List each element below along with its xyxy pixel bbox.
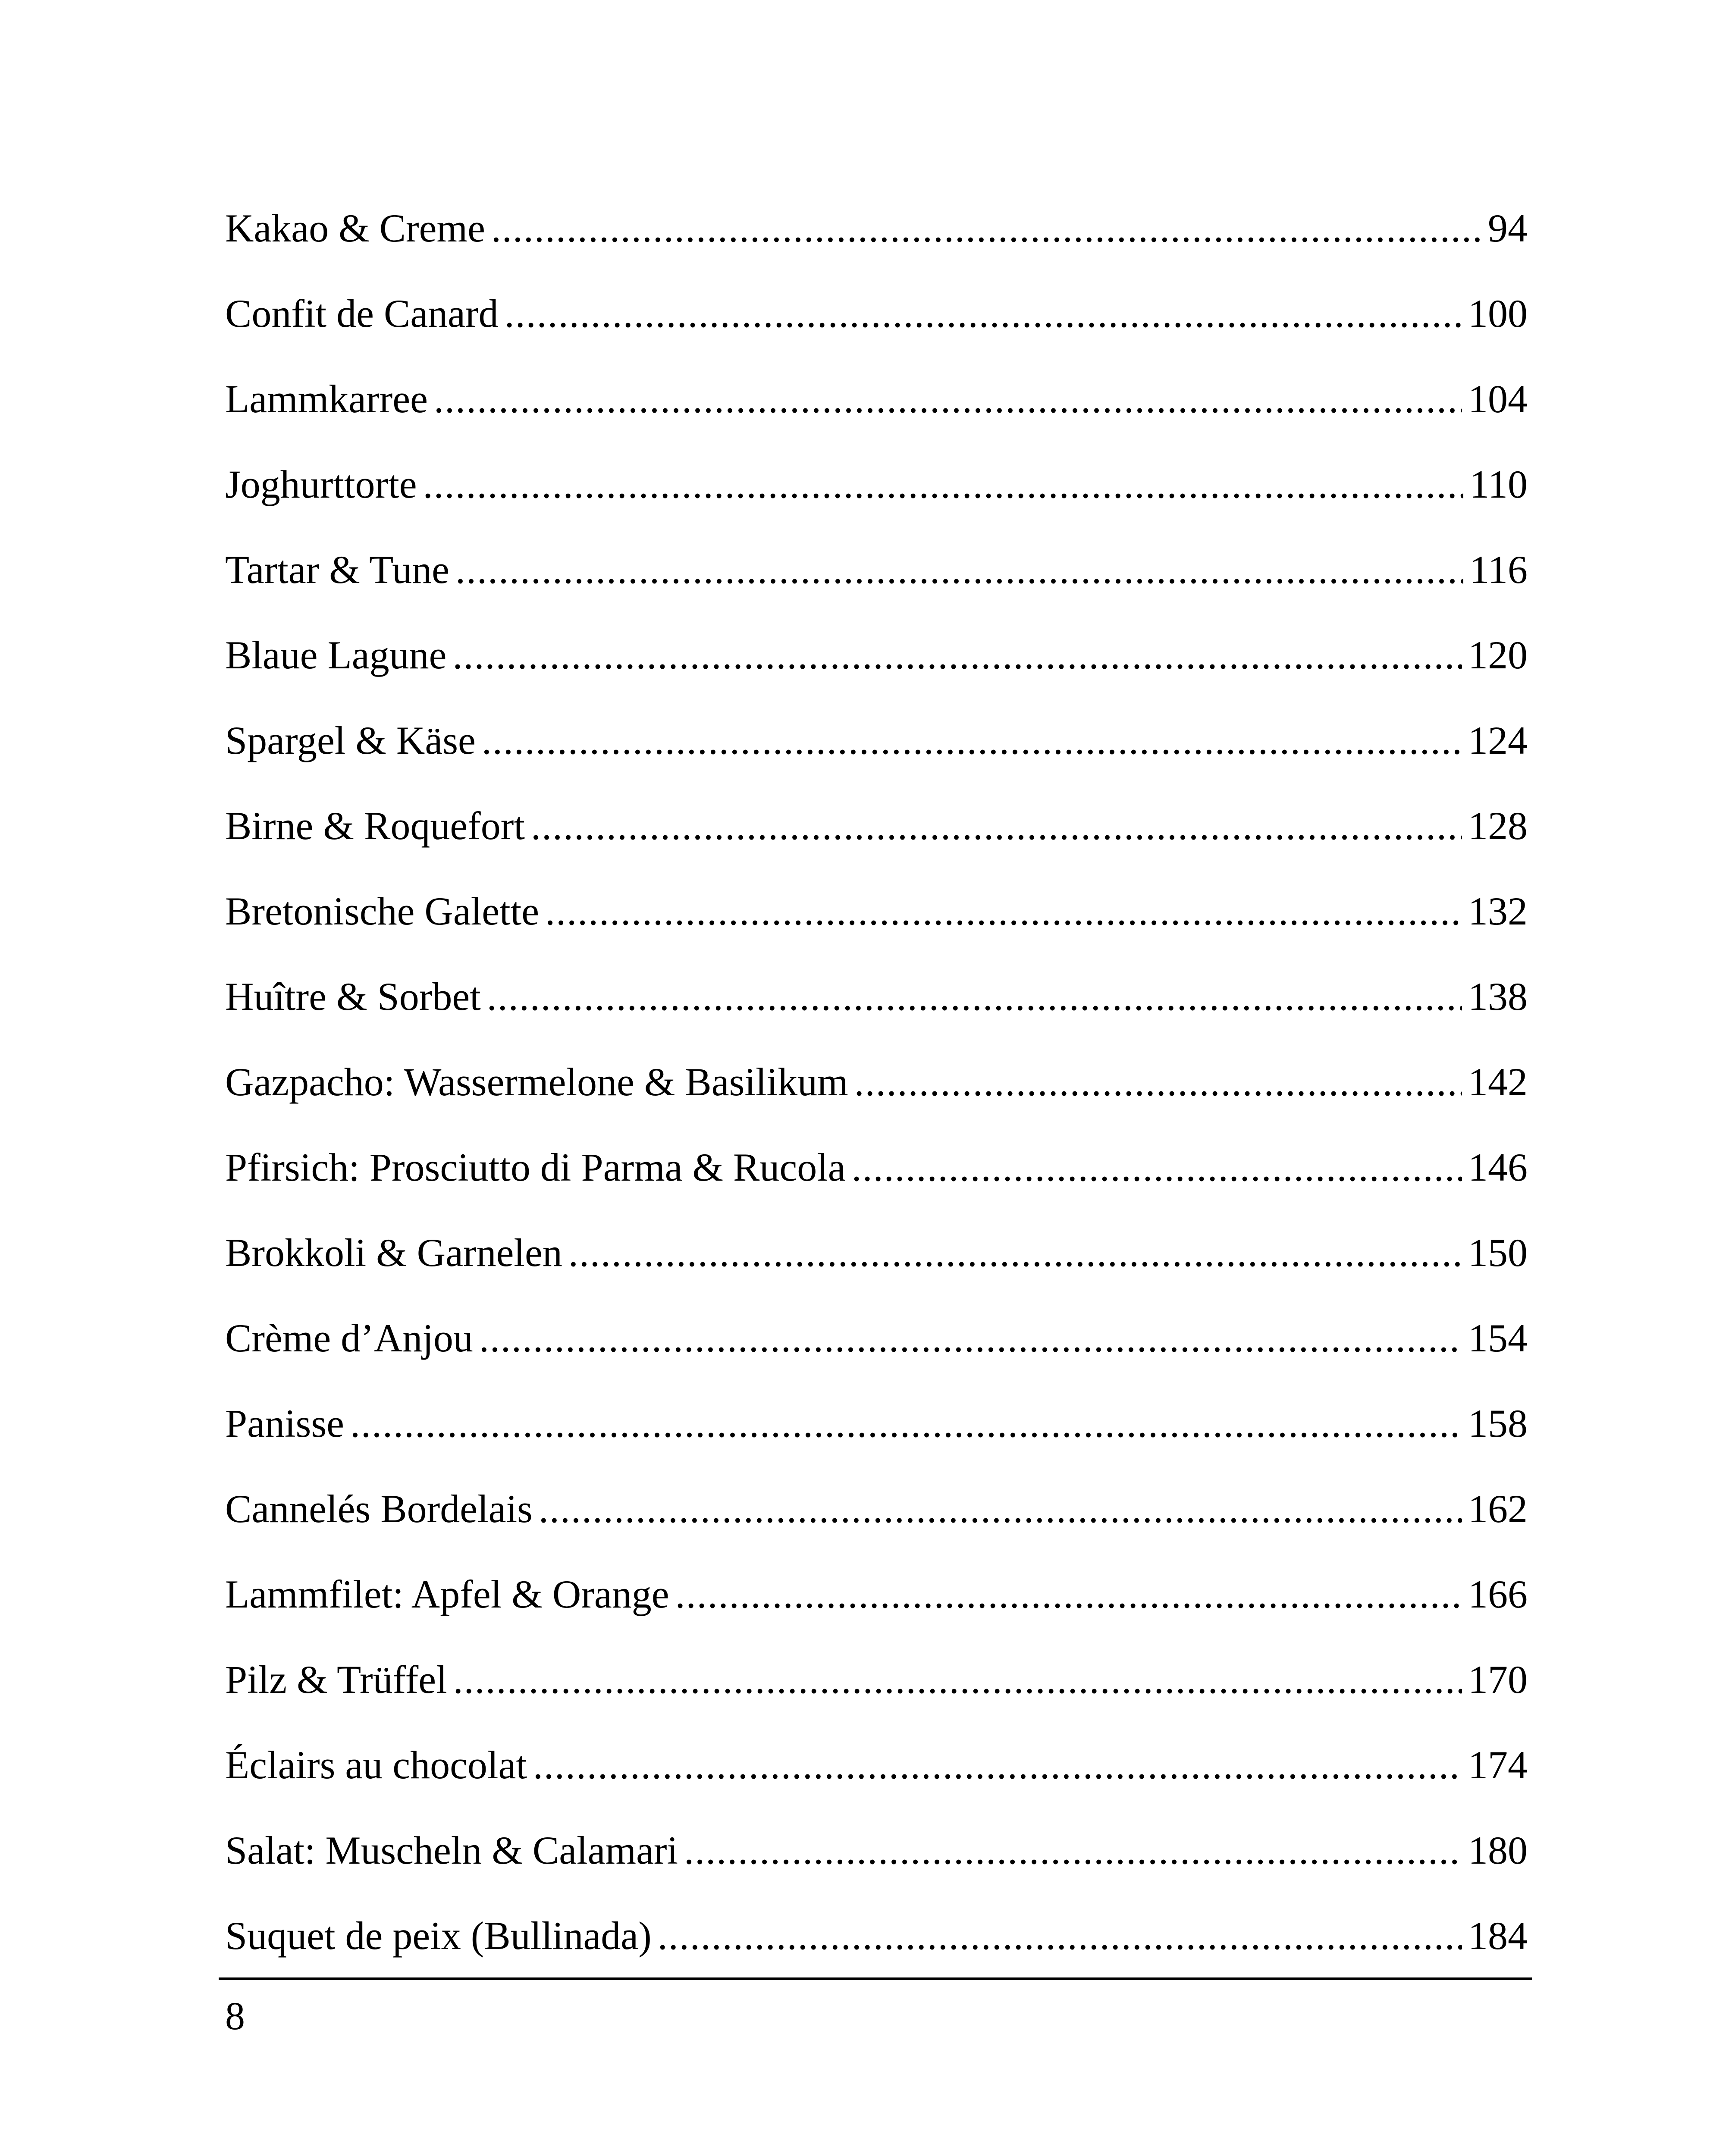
toc-entry-title: Tartar & Tune [225, 548, 449, 592]
toc-entry-page: 116 [1469, 548, 1528, 592]
toc-dot-leader [434, 356, 1462, 442]
toc-entry-title: Cannelés Bordelais [225, 1487, 533, 1531]
toc-entry [225, 868, 1528, 954]
toc-entry-page: 128 [1468, 804, 1528, 848]
toc-entry [225, 356, 1528, 442]
toc-dot-leader [453, 1637, 1462, 1722]
toc-entry [225, 954, 1528, 1039]
toc-entry-title: Gazpacho: Wassermelone & Basilikum [225, 1060, 848, 1104]
page-number: 8 [225, 1994, 245, 2038]
toc-entry-title: Brokkoli & Garnelen [225, 1231, 562, 1275]
toc-dot-leader [568, 1210, 1462, 1295]
toc-entry-page: 170 [1468, 1658, 1528, 1702]
toc-entry-title: Panisse [225, 1401, 344, 1445]
toc-entry-title: Confit de Canard [225, 291, 499, 335]
toc-entry [225, 1295, 1528, 1381]
toc-dot-leader [684, 1808, 1462, 1893]
toc-entry [225, 1210, 1528, 1295]
toc-entry-page: 138 [1468, 975, 1528, 1018]
toc-entry [225, 1039, 1528, 1125]
toc-entry-page: 104 [1468, 377, 1528, 421]
toc-dot-leader [675, 1551, 1462, 1637]
toc-dot-leader [455, 527, 1463, 612]
toc-entry [225, 698, 1528, 783]
toc-entry-title: Joghurttorte [225, 462, 417, 506]
toc-entry [225, 1466, 1528, 1551]
toc-entry-page: 174 [1468, 1743, 1528, 1787]
toc-dot-leader [505, 271, 1462, 356]
toc-entry [225, 271, 1528, 356]
toc-dot-leader [482, 698, 1462, 783]
toc-entry [225, 185, 1528, 271]
toc-entry-page: 180 [1468, 1828, 1528, 1872]
toc-entry-title: Kakao & Creme [225, 206, 485, 250]
toc-entry-title: Pilz & Trüffel [225, 1658, 447, 1702]
toc-entry-page: 146 [1468, 1145, 1528, 1189]
toc-entry [225, 1637, 1528, 1722]
toc-entry-title: Birne & Roquefort [225, 804, 525, 848]
toc-entry-page: 132 [1468, 889, 1528, 933]
toc-entry-page: 162 [1468, 1487, 1528, 1531]
toc-entry-title: Lammkarree [225, 377, 428, 421]
toc-dot-leader [531, 783, 1462, 868]
toc-entry [225, 1893, 1528, 1978]
toc-dot-leader [854, 1039, 1462, 1125]
toc-dot-leader [491, 185, 1482, 271]
toc-dot-leader [658, 1893, 1462, 1978]
toc-entry-title: Lammfilet: Apfel & Orange [225, 1572, 669, 1616]
toc-entry-page: 150 [1468, 1231, 1528, 1275]
toc-entry-title: Huître & Sorbet [225, 975, 481, 1018]
toc-entry-page: 94 [1488, 206, 1528, 250]
toc-entry-page: 166 [1468, 1572, 1528, 1616]
toc-entry [225, 612, 1528, 698]
toc-entry [225, 1808, 1528, 1893]
toc-entry-title: Éclairs au chocolat [225, 1743, 527, 1787]
toc-entry-title: Salat: Muscheln & Calamari [225, 1828, 678, 1872]
toc-dot-leader [350, 1381, 1462, 1466]
toc-dot-leader [852, 1125, 1462, 1210]
toc-entry-title: Blaue Lagune [225, 633, 447, 677]
toc-entry [225, 1381, 1528, 1466]
toc-dot-leader [479, 1295, 1462, 1381]
toc-entry [225, 1551, 1528, 1637]
toc-entry [225, 783, 1528, 868]
toc-entry-page: 154 [1468, 1316, 1528, 1360]
toc-dot-leader [487, 954, 1462, 1039]
toc-entry-page: 184 [1468, 1914, 1528, 1958]
toc-entry [225, 527, 1528, 612]
toc-entry-title: Suquet de peix (Bullinada) [225, 1914, 652, 1958]
toc-dot-leader [533, 1722, 1462, 1808]
toc-dot-leader [452, 612, 1462, 698]
toc-dot-leader [539, 1466, 1462, 1551]
toc-entry-page: 142 [1468, 1060, 1528, 1104]
toc-entry-title: Pfirsich: Prosciutto di Parma & Rucola [225, 1145, 846, 1189]
footer-rule [219, 1977, 1532, 1980]
toc-entry [225, 442, 1528, 527]
toc-entry [225, 1722, 1528, 1808]
toc-dot-leader [545, 868, 1462, 954]
toc-entry-title: Crème d’Anjou [225, 1316, 473, 1360]
toc-dot-leader [423, 442, 1464, 527]
toc-entry-page: 124 [1468, 718, 1528, 762]
table-of-contents [225, 185, 1528, 1978]
toc-entry-title: Spargel & Käse [225, 718, 476, 762]
toc-entry-page: 110 [1469, 462, 1528, 506]
toc-entry-page: 120 [1468, 633, 1528, 677]
toc-entry-page: 100 [1468, 291, 1528, 335]
toc-entry-page: 158 [1468, 1401, 1528, 1445]
toc-entry-title: Bretonische Galette [225, 889, 540, 933]
toc-entry [225, 1125, 1528, 1210]
